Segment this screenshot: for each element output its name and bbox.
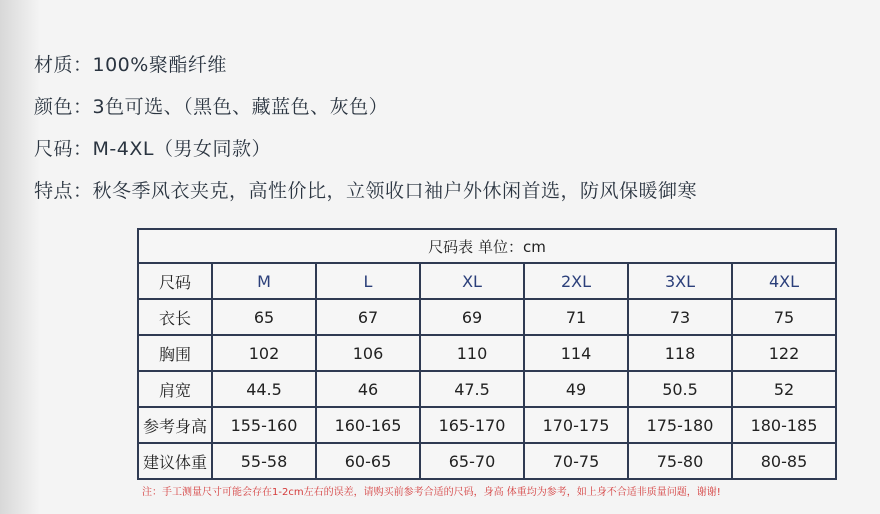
table-cell: 75 [732, 299, 836, 335]
size-header: 4XL [732, 263, 836, 299]
size-header: M [212, 263, 316, 299]
row-label: 建议体重 [138, 443, 212, 479]
table-cell: 165-170 [420, 407, 524, 443]
table-cell: 110 [420, 335, 524, 371]
table-cell: 69 [420, 299, 524, 335]
table-cell: 175-180 [628, 407, 732, 443]
table-cell: 155-160 [212, 407, 316, 443]
table-header-row [138, 263, 836, 299]
table-row [138, 335, 836, 371]
table-cell: 65 [212, 299, 316, 335]
measurement-note: 注：手工测量尺寸可能会存在1-2cm左右的误差，请购买前参考合适的尺码，身高 体重均为参考，如上身不合适非质量问题，谢谢! [142, 487, 721, 498]
table-cell: 71 [524, 299, 628, 335]
table-cell: 55-58 [212, 443, 316, 479]
size-header: XL [420, 263, 524, 299]
product-specs [34, 44, 697, 212]
color-line: 颜色：3色可选、（黑色、藏蓝色、灰色） [34, 96, 389, 118]
size-chart-table [137, 228, 837, 480]
row-label: 胸围 [138, 335, 212, 371]
table-row [138, 371, 836, 407]
table-cell: 106 [316, 335, 420, 371]
header-corner-label: 尺码 [138, 263, 212, 299]
row-label: 参考身高 [138, 407, 212, 443]
table-cell: 75-80 [628, 443, 732, 479]
table-cell: 170-175 [524, 407, 628, 443]
row-label: 衣长 [138, 299, 212, 335]
features-line: 特点：秋冬季风衣夹克，高性价比，立领收口袖户外休闲首选，防风保暖御寒 [34, 180, 698, 202]
table-cell: 160-165 [316, 407, 420, 443]
size-header: 3XL [628, 263, 732, 299]
material-line: 材质：100%聚酯纤维 [34, 54, 227, 76]
table-cell: 70-75 [524, 443, 628, 479]
table-cell: 49 [524, 371, 628, 407]
row-label: 肩宽 [138, 371, 212, 407]
size-header: L [316, 263, 420, 299]
table-cell: 60-65 [316, 443, 420, 479]
table-row [138, 443, 836, 479]
table-cell: 73 [628, 299, 732, 335]
table-cell: 114 [524, 335, 628, 371]
table-cell: 102 [212, 335, 316, 371]
table-cell: 122 [732, 335, 836, 371]
table-row [138, 299, 836, 335]
table-row [138, 407, 836, 443]
size-range-line: 尺码：M-4XL（男女同款） [34, 138, 271, 160]
table-cell: 46 [316, 371, 420, 407]
table-cell: 65-70 [420, 443, 524, 479]
table-cell: 80-85 [732, 443, 836, 479]
table-cell: 180-185 [732, 407, 836, 443]
table-cell: 44.5 [212, 371, 316, 407]
table-caption-row [138, 229, 836, 263]
size-header: 2XL [524, 263, 628, 299]
table-cell: 50.5 [628, 371, 732, 407]
table-cell: 52 [732, 371, 836, 407]
table-cell: 118 [628, 335, 732, 371]
table-cell: 47.5 [420, 371, 524, 407]
table-cell: 67 [316, 299, 420, 335]
table-caption: 尺码表 单位：cm [138, 229, 836, 263]
